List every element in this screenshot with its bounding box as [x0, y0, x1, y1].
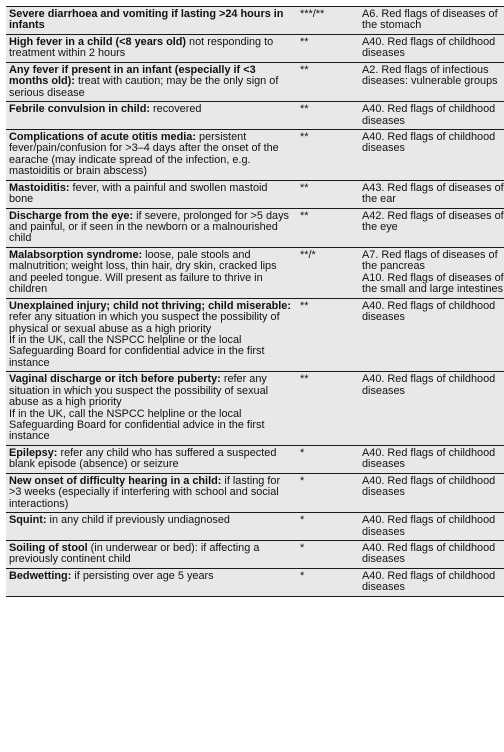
- reference-cell: [359, 34, 504, 62]
- table-row: [6, 513, 504, 541]
- reference-text: A40. Red flags of childhood diseases: [362, 299, 496, 324]
- condition-cell: [6, 180, 297, 208]
- condition-title: Mastoiditis:: [9, 181, 70, 194]
- condition-title: High fever in a child (<8 years old): [9, 35, 187, 48]
- table-row: [6, 7, 504, 35]
- reference-cell: [359, 372, 504, 446]
- reference-text: A40. Red flags of childhood diseases: [362, 373, 496, 397]
- condition-detail: refer any situation in which you suspect the possibility of physical or sexual abuse as a high priority If in the UK, call the NSPCC helpline or the local Safeguarding Board for confidential advice in the first instance: [9, 311, 280, 369]
- table-row: [6, 445, 504, 473]
- condition-cell: [6, 7, 297, 35]
- reference-text: A40. Red flags of childhood diseases: [362, 103, 496, 127]
- reference-cell: [359, 540, 504, 568]
- urgency-cell: **/*: [297, 247, 359, 298]
- condition-detail: if severe, prolonged for >5 days and painful, or if seen in the newborn or a malnourished child: [9, 209, 289, 245]
- condition-detail: recovered: [150, 103, 202, 116]
- condition-title: Febrile convulsion in child:: [9, 103, 150, 116]
- reference-text: A40. Red flags of childhood diseases: [362, 474, 496, 499]
- condition-title: Malabsorption syndrome:: [9, 248, 143, 261]
- table-row: [6, 540, 504, 568]
- urgency-cell: **: [297, 62, 359, 101]
- reference-cell: [359, 247, 504, 298]
- table-row: [6, 473, 504, 512]
- condition-cell: [6, 568, 297, 596]
- reference-cell: [359, 568, 504, 596]
- reference-cell: [359, 298, 504, 372]
- condition-detail: treat with caution; may be the only sign of serious disease: [9, 75, 279, 99]
- urgency-cell: **: [297, 298, 359, 372]
- condition-detail: in any child if previously undiagnosed: [46, 514, 230, 527]
- condition-title: New onset of difficulty hearing in a child:: [9, 474, 222, 487]
- table-row: [6, 129, 504, 180]
- reference-cell: [359, 208, 504, 247]
- condition-cell: [6, 102, 297, 130]
- condition-detail: loose, pale stools and malnutrition; weight loss, thin hair, dry skin, cracked lips and peeled tongue. Will present as failure to thrive in children: [9, 248, 277, 296]
- condition-cell: [6, 208, 297, 247]
- reference-text: A40. Red flags of childhood diseases: [362, 130, 496, 155]
- condition-detail: persistent fever/pain/confusion for >3–4 days after the onset of the earache (may indicate spread of the infection, e.g. mastoiditis or brain abscess): [9, 130, 279, 178]
- urgency-cell: *: [297, 445, 359, 473]
- condition-cell: [6, 540, 297, 568]
- reference-text: A6. Red flags of diseases of the stomach: [362, 8, 498, 32]
- condition-cell: [6, 34, 297, 62]
- condition-detail: (in underwear or bed): if affecting a previously continent child: [9, 541, 260, 566]
- condition-detail: not responding to treatment within 2 hours: [9, 35, 274, 60]
- reference-text: A7. Red flags of diseases of the pancreas: [362, 248, 498, 273]
- urgency-cell: *: [297, 540, 359, 568]
- condition-cell: [6, 445, 297, 473]
- urgency-cell: **: [297, 34, 359, 62]
- condition-title: Bedwetting:: [9, 569, 72, 582]
- condition-title: Complications of acute otitis media:: [9, 130, 196, 143]
- condition-detail: fever, with a painful and swollen mastoid bone: [9, 181, 268, 206]
- reference-text: A10. Red flags of diseases of the small and large intestines: [362, 271, 504, 296]
- condition-title: Squint:: [9, 514, 47, 527]
- table-row: [6, 247, 504, 298]
- reference-cell: [359, 102, 504, 130]
- urgency-cell: **: [297, 129, 359, 180]
- red-flags-table-body: [6, 7, 504, 597]
- condition-cell: [6, 473, 297, 512]
- urgency-cell: **: [297, 180, 359, 208]
- table-row: [6, 180, 504, 208]
- condition-title: Unexplained injury; child not thriving; child miserable:: [9, 299, 291, 312]
- urgency-cell: **: [297, 102, 359, 130]
- condition-cell: [6, 298, 297, 372]
- reference-text: A40. Red flags of childhood diseases: [362, 35, 496, 60]
- table-row: [6, 208, 504, 247]
- table-row: [6, 62, 504, 101]
- reference-cell: [359, 62, 504, 101]
- condition-cell: [6, 372, 297, 446]
- urgency-cell: *: [297, 473, 359, 512]
- reference-cell: [359, 180, 504, 208]
- urgency-cell: **: [297, 372, 359, 446]
- reference-text: A2. Red flags of infectious diseases: vulnerable groups: [362, 63, 498, 88]
- condition-detail: if persisting over age 5 years: [71, 569, 214, 582]
- table-row: [6, 298, 504, 372]
- reference-cell: [359, 473, 504, 512]
- reference-text: A43. Red flags of diseases of the ear: [362, 181, 504, 206]
- condition-title: Any fever if present in an infant (especially if <3 months old):: [9, 63, 256, 88]
- urgency-cell: ***/**: [297, 7, 359, 35]
- reference-cell: [359, 445, 504, 473]
- table-row: [6, 372, 504, 446]
- urgency-cell: *: [297, 568, 359, 596]
- reference-text: A40. Red flags of childhood diseases: [362, 569, 496, 594]
- red-flags-table: [6, 6, 504, 597]
- table-row: [6, 34, 504, 62]
- condition-detail: refer any child who has suffered a suspected blank episode (absence) or seizure: [9, 446, 277, 471]
- reference-cell: [359, 129, 504, 180]
- urgency-cell: **: [297, 208, 359, 247]
- condition-title: Discharge from the eye:: [9, 209, 134, 222]
- reference-cell: [359, 7, 504, 35]
- condition-title: Epilepsy:: [9, 446, 58, 459]
- condition-detail: if lasting for >3 weeks (especially if interfering with school and social interactions): [9, 474, 281, 510]
- reference-cell: [359, 513, 504, 541]
- condition-title: Soiling of stool: [9, 541, 88, 554]
- reference-text: A42. Red flags of diseases of the eye: [362, 209, 504, 233]
- condition-cell: [6, 513, 297, 541]
- reference-text: A40. Red flags of childhood diseases: [362, 446, 496, 471]
- urgency-cell: *: [297, 513, 359, 541]
- reference-text: A40. Red flags of childhood diseases: [362, 514, 496, 538]
- condition-cell: [6, 62, 297, 101]
- condition-detail: refer any situation in which you suspect the possibility of sexual abuse as a high priority If in the UK, call the NSPCC helpline or the local Safeguarding Board for confidential advice in the first instance: [9, 373, 269, 443]
- condition-cell: [6, 129, 297, 180]
- condition-title: Severe diarrhoea and vomiting if lasting >24 hours in infants: [9, 8, 284, 32]
- reference-text: A40. Red flags of childhood diseases: [362, 541, 496, 566]
- condition-cell: [6, 247, 297, 298]
- condition-title: Vaginal discharge or itch before puberty:: [9, 373, 221, 386]
- table-row: [6, 102, 504, 130]
- table-row: [6, 568, 504, 596]
